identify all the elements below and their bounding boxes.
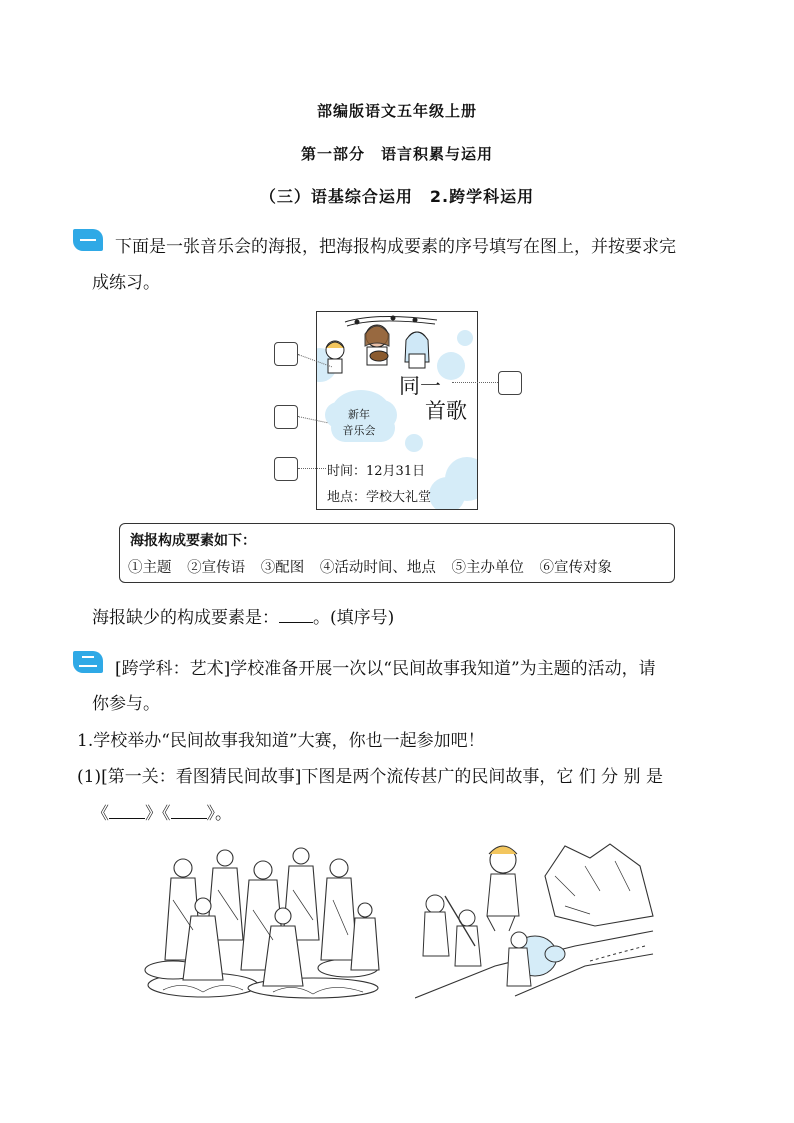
story-answer-blank-1[interactable] [109,800,145,819]
q2-sub1: 1.学校举办“民间故事我知道”大赛，你也一起参加吧！ [77,731,485,751]
element-item-5: ⑤主办单位 [451,560,524,576]
book-open-2: 《 [162,804,171,824]
element-item-1: ①主题 [128,560,172,576]
poster-title-line1: 同一 [399,374,441,398]
book-close-2: 》。 [206,804,232,824]
missing-element-line [92,603,394,633]
section-title: （三）语基综合运用 2.跨学科运用 [259,187,535,206]
q1-text-line2: 成练习。 [92,273,160,293]
elements-heading: 海报构成要素如下： [130,533,256,549]
poster-elements-box [119,523,675,583]
story-answer-blank-2[interactable] [171,800,207,819]
missing-answer-blank[interactable] [279,604,313,623]
answer-box-slogan[interactable] [274,405,298,429]
q2-text-line1: [跨学科：艺术]学校准备开展一次以“民间故事我知道”为主题的活动，请 [115,659,656,679]
question-one-badge-icon [73,229,103,251]
missing-suffix: 。(填序号) [313,608,395,628]
element-item-4: ④活动时间、地点 [319,560,436,576]
poster-time: 时间：12月31日 [327,464,426,479]
children-music-illustration [317,312,477,382]
poster-place: 地点：学校大礼堂 [327,490,432,505]
poster-title-line2: 首歌 [425,399,467,423]
q1-text-line1: 下面是一张音乐会的海报，把海报构成要素的序号填写在图上，并按要求完 [115,237,676,257]
element-item-6: ⑥宣传对象 [539,560,613,576]
question-two-badge-icon [73,651,103,673]
poster-cloud-line1: 新年 [348,408,370,421]
yugong-illustration [415,836,655,1001]
q2-text-line2: 你参与。 [92,694,160,714]
q2-sub1-1-line2 [92,799,232,829]
answer-box-illustration[interactable] [274,342,298,366]
book-close-1: 》 [145,804,162,824]
q2-sub1-1-line1: (1)[第一关：看图猜民间故事]下图是两个流传甚广的民间故事，它 们 分 别 是 [77,767,663,787]
book-title: 部编版语文五年级上册 [316,102,477,120]
element-item-3: ③配图 [260,560,305,576]
element-item-2: ②宣传语 [187,560,246,576]
concert-poster [316,311,478,510]
missing-prefix: 海报缺少的构成要素是： [92,608,279,628]
eight-immortals-illustration [143,840,383,1000]
answer-box-theme[interactable] [498,371,522,395]
answer-box-time-place[interactable] [274,457,298,481]
leader-line-time-place [298,468,326,469]
book-open-1: 《 [92,804,109,824]
leader-line-theme [452,382,498,383]
part-title: 第一部分 语言积累与运用 [300,145,493,163]
poster-cloud-line2: 音乐会 [342,424,376,437]
